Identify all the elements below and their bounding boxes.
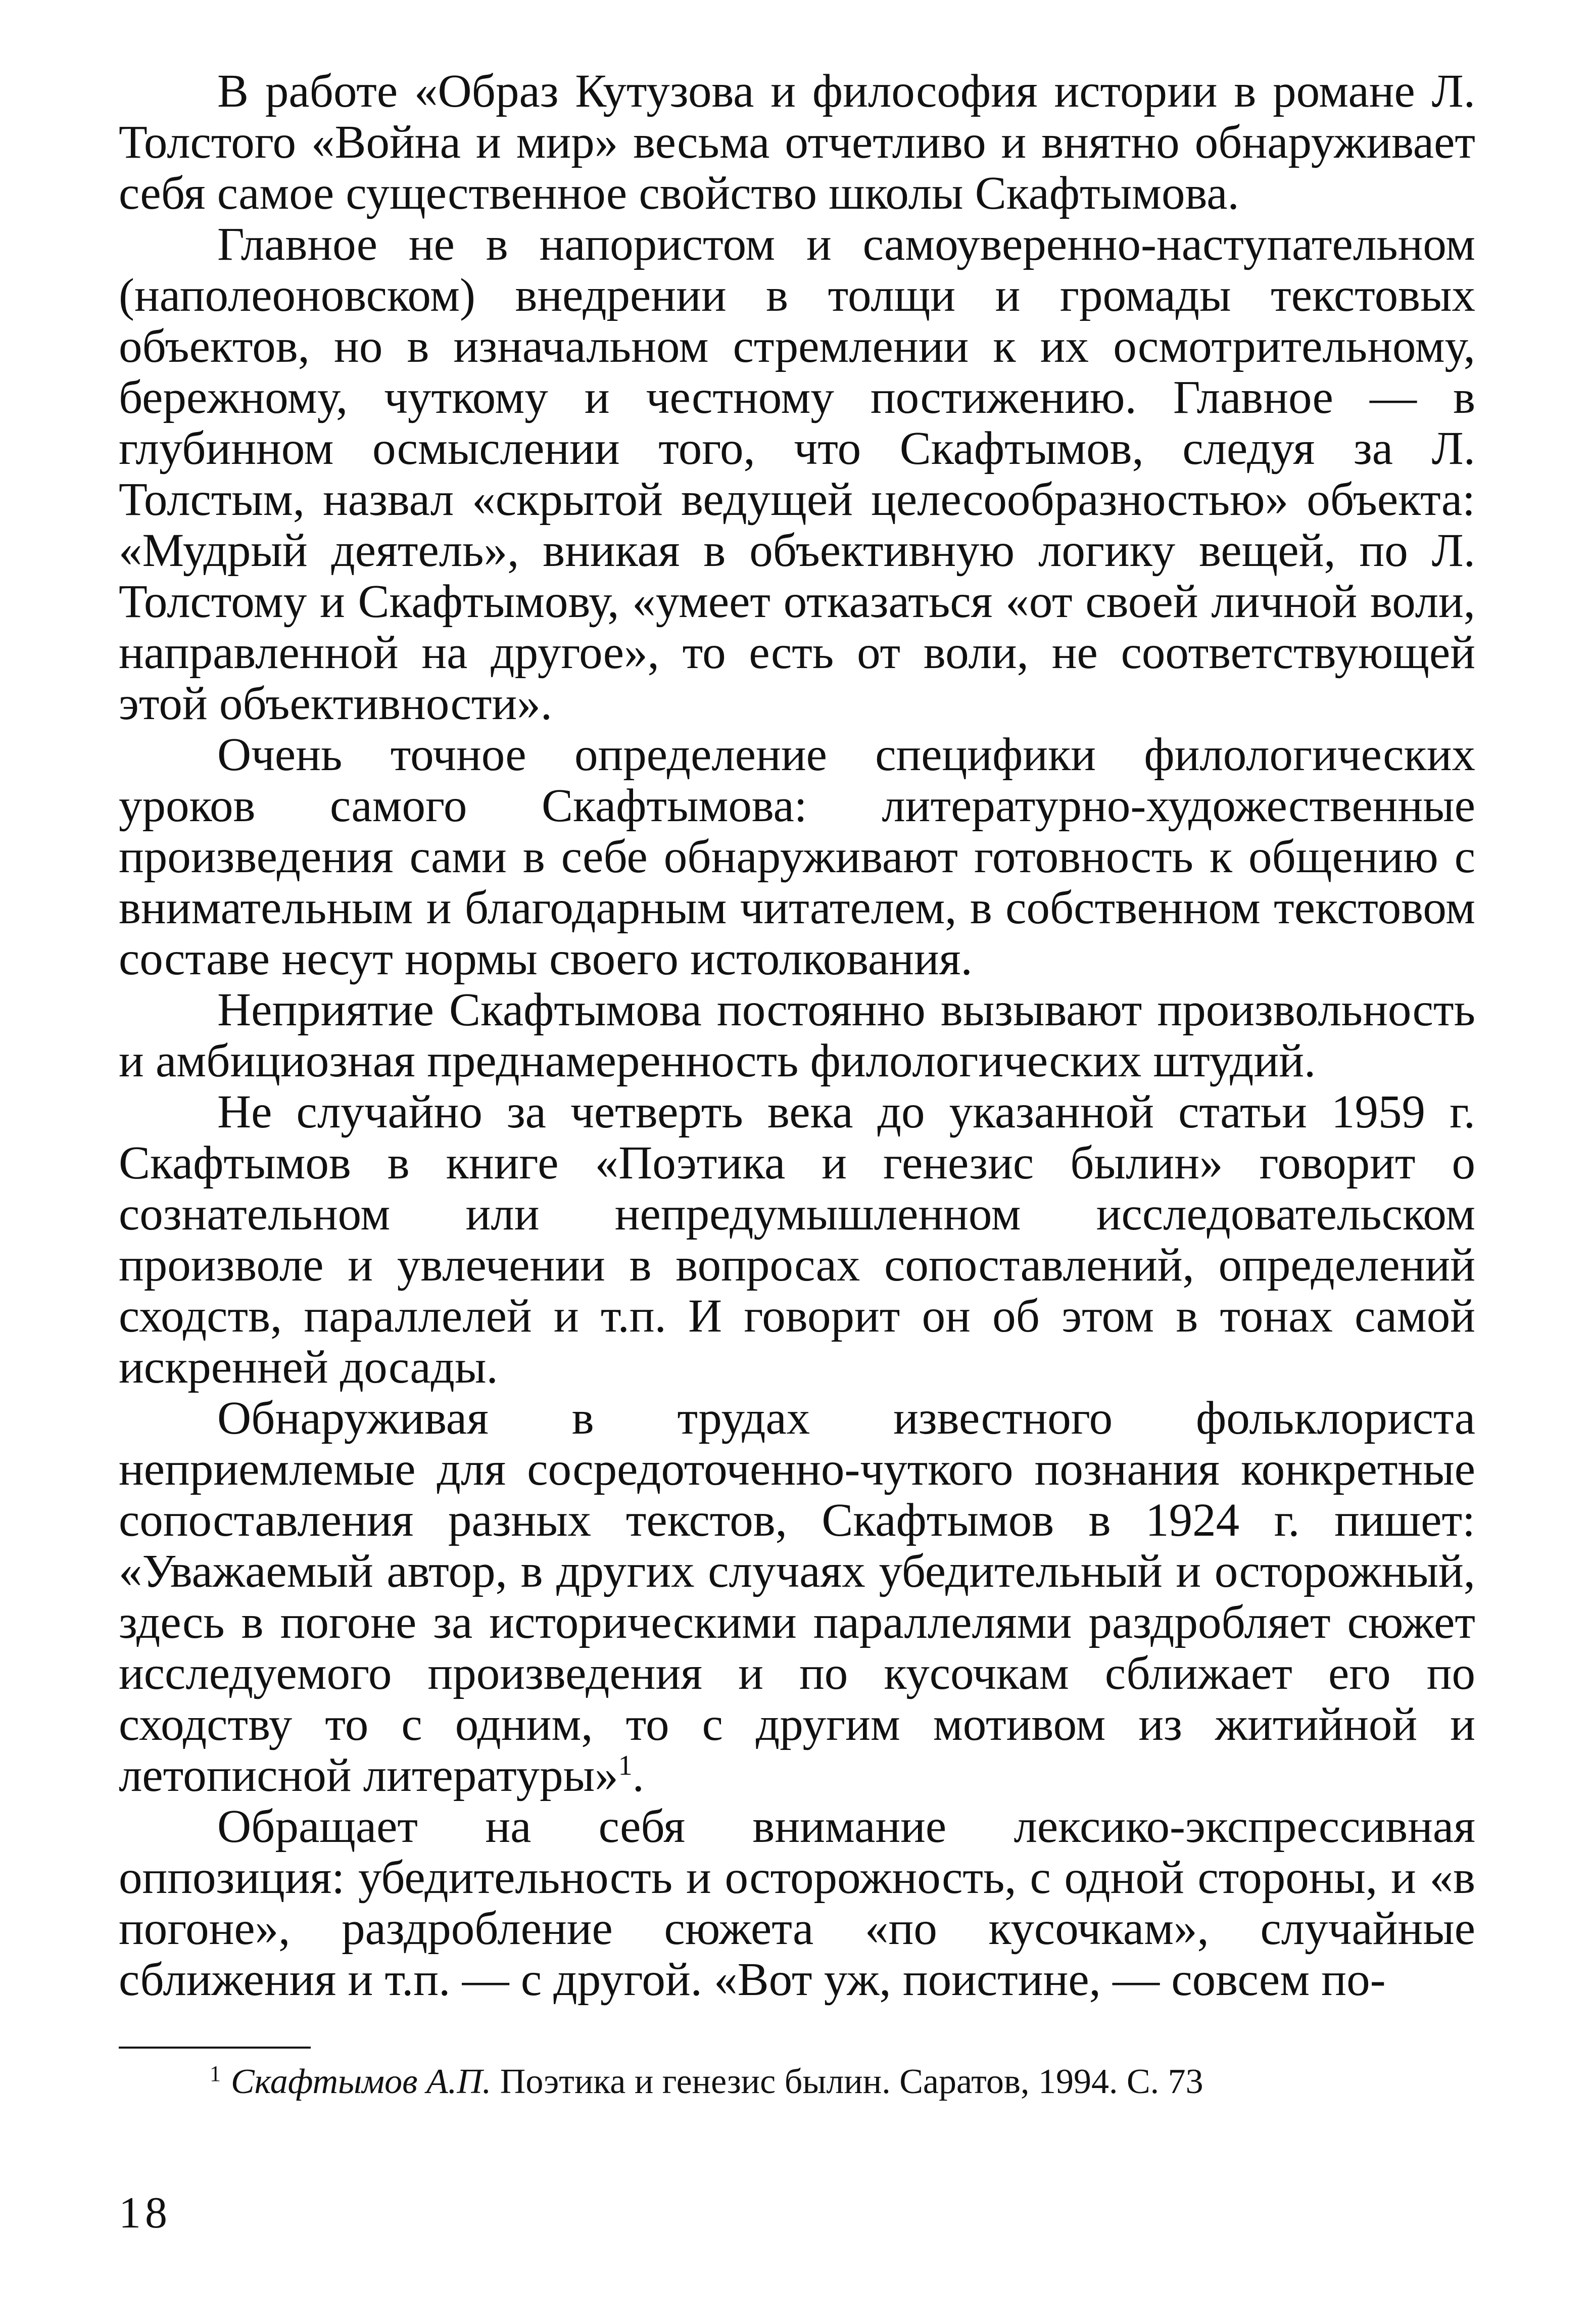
paragraph: Обращает на себя внимание лексико-экспрессивная оппозиция: убедительность и осторожность, с одной стороны, и «в погоне», раздробление сюжета «по кусочкам», случайные сближения и т.п. — с другой. «Вот уж, поистине, — совсем по- [119,1800,1475,2006]
paragraph: Не случайно за четверть века до указанной статьи 1959 г. Скафтымов в книге «Поэтика и генезис былин» говорит о сознательном или непредумышленном исследовательском произволе и увлечении в вопросах сопоставлений, определений сходств, параллелей и т.п. И говорит он об этом в тонах самой искренней досады. [119,1086,1475,1393]
page-number: 18 [119,2189,171,2238]
footnote-mark: 1 [210,2061,221,2086]
paragraph: Очень точное определение специфики филологических уроков самого Скафтымова: литературно-художественные произведения сами в себе обнаруживают готовность к общению с внимательным и благодарным читателем, в собственном текстовом составе несут нормы своего истолкования. [119,729,1475,985]
paragraph-end-punct: . [632,1749,644,1801]
footnote-divider [119,2047,311,2049]
paragraph: В работе «Образ Кутузова и философия истории в романе Л. Толстого «Война и мир» весьма отчетливо и внятно обнаруживает себя самое существенное свойство школы Скафтымова. [119,65,1475,219]
footnote [119,2062,1475,2102]
paragraph-text: Обнаруживая в трудах известного фольклориста неприемлемые для сосредоточенно-чуткого познания конкретные сопоставления разных текстов, Скафтымов в 1924 г. пишет: «Уважаемый автор, в других случаях убедительный и осторожный, здесь в погоне за историческими параллелями раздробляет сюжет исследуемого произведения и по кусочкам сближает его по сходству то с одним, то с другим мотивом из житийной и летописной литературы» [119,1392,1475,1801]
paragraph: Неприятие Скафтымова постоянно вызывают произвольность и амбициозная преднамеренность филологических штудий. [119,984,1475,1087]
footnote-text: Поэтика и генезис былин. Саратов, 1994. С. 73 [491,2062,1203,2101]
paragraph: Главное не в напористом и самоуверенно-наступательном (наполеоновском) внедрении в толщи и громады текстовых объектов, но в изначальном стремлении к их осмотрительному, бережному, чуткому и честному постижению. Главное — в глубинном осмыслении того, что Скафтымов, следуя за Л. Толстым, назвал «скрытой ведущей целесообразностью» объекта: «Мудрый деятель», вникая в объективную логику вещей, по Л. Толстому и Скафтымову, «умеет отказаться «от своей личной воли, направленной на другое», то есть от воли, не соответствующей этой объективности». [119,218,1475,730]
main-text [119,66,1475,2005]
book-page [119,66,1475,2239]
footnote-author: Скафтымов А.П. [231,2062,492,2101]
paragraph-with-footnote [119,1393,1475,1801]
footnote-reference: 1 [618,1750,633,1781]
